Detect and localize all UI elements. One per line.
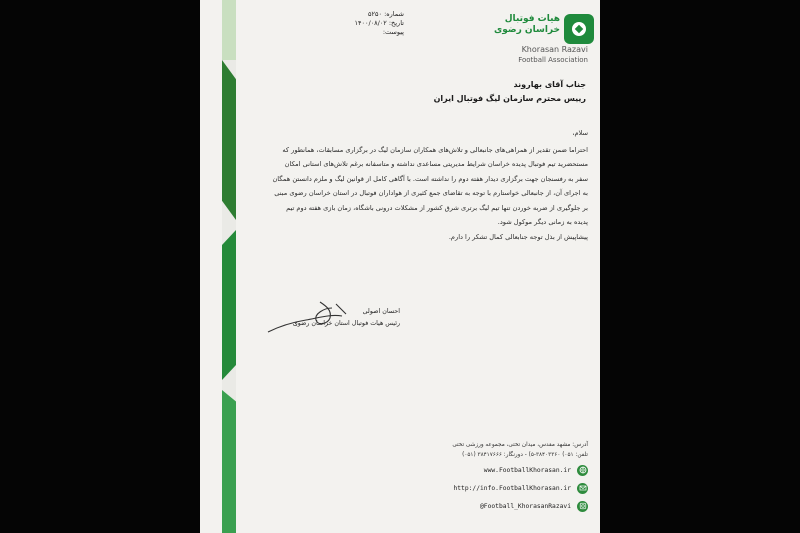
instagram-icon: [577, 501, 588, 512]
stripe-segment: [222, 390, 236, 533]
org-name-fa-1: هیات فوتبال: [504, 14, 560, 24]
stripe-segment: [222, 0, 236, 60]
instagram-link[interactable]: @Football_KhorasanRazavi: [480, 502, 571, 510]
org-name-en-1: Khorasan Razavi: [521, 45, 588, 54]
website-link[interactable]: www.FootballKhorasan.ir: [483, 466, 571, 474]
background-left: [0, 0, 200, 533]
contact-info: [270, 480, 588, 496]
handwritten-signature: [260, 296, 370, 340]
signer-name: احسان اصولی: [362, 308, 400, 315]
letter-footer: [270, 440, 588, 514]
footer-phone: تلفن: ۰۵۱) ۳۸۴۰۳۳۶۰-۵) - دورنگار: ۳۸۴۱۷۶۶۶ (۰۵۱): [462, 452, 588, 458]
addressee-title: رییس محترم سازمان لیگ فوتبال ایران: [433, 94, 586, 103]
letter-date: تاریخ: ۱۴۰۰/۰۸/۰۲: [354, 19, 404, 27]
footer-address-block: [270, 440, 588, 460]
letter-attachment: پیوست:: [382, 28, 404, 36]
signer-title: رئیس هیات فوتبال استان خراسان رضوی: [292, 320, 400, 327]
football-emblem-icon: [564, 14, 594, 44]
closing-line: پیشاپیش از بذل توجه جنابعالی کمال تشکر را دارم.: [448, 232, 588, 241]
greeting: سلام،: [572, 129, 588, 137]
org-name-fa-2: خراسان رضوی: [494, 25, 560, 35]
addressee-block: [434, 78, 586, 106]
letter-body: [272, 126, 588, 244]
association-logo: [462, 14, 594, 68]
body-paragraph: احتراما ضمن تقدیر از همراهی‌های جانبعالی و تلاش‌های همکاران سازمان لیگ در برگزاری مسابقات، همانطور که مستحضرید تیم فوتبال پدیده خراسان شرایط مدیریتی مساعدی نداشته و متاسفانه برغم تلاش‌های استانی امکان سفر به رفسنجان جهت برگزاری دیدار هفته دوم را نداشته است. با آگاهی کامل از قوانین لیگ و ملزم دانستن همگان به اجرای آن، از جانبعالی خواستارم با توجه به تقاضای جمع کثیری از هواداران فوتبال در استان خراسان رضوی مبنی بر جلوگیری از ضربه خوردن تنها تیم لیگ برتری شرق کشور از مشکلات درونی باشگاه، زمان بازی هفته دوم تیم پدیده به زمانی دیگر موکول شود.: [272, 145, 588, 226]
footer-address: آدرس: مشهد مقدس، میدان تختی، مجموعه ورزشی تختی: [452, 442, 588, 448]
signature-block: [260, 296, 400, 346]
addressee-name: جناب آقای بهاروند: [513, 80, 586, 89]
stripe-segment: [222, 60, 236, 220]
globe-icon: [577, 465, 588, 476]
stripe-segment: [222, 230, 236, 380]
contact-instagram: [270, 498, 588, 514]
letter-page: [200, 0, 600, 533]
mail-icon: [577, 483, 588, 494]
letter-meta: [304, 10, 404, 37]
contact-website: [270, 462, 588, 478]
info-link[interactable]: http://info.FootballKhorasan.ir: [453, 484, 571, 492]
org-name-en-2: Football Association: [518, 56, 588, 64]
letter-number: شماره: ۵۲۵۰: [368, 10, 404, 18]
background-right: [600, 0, 800, 533]
